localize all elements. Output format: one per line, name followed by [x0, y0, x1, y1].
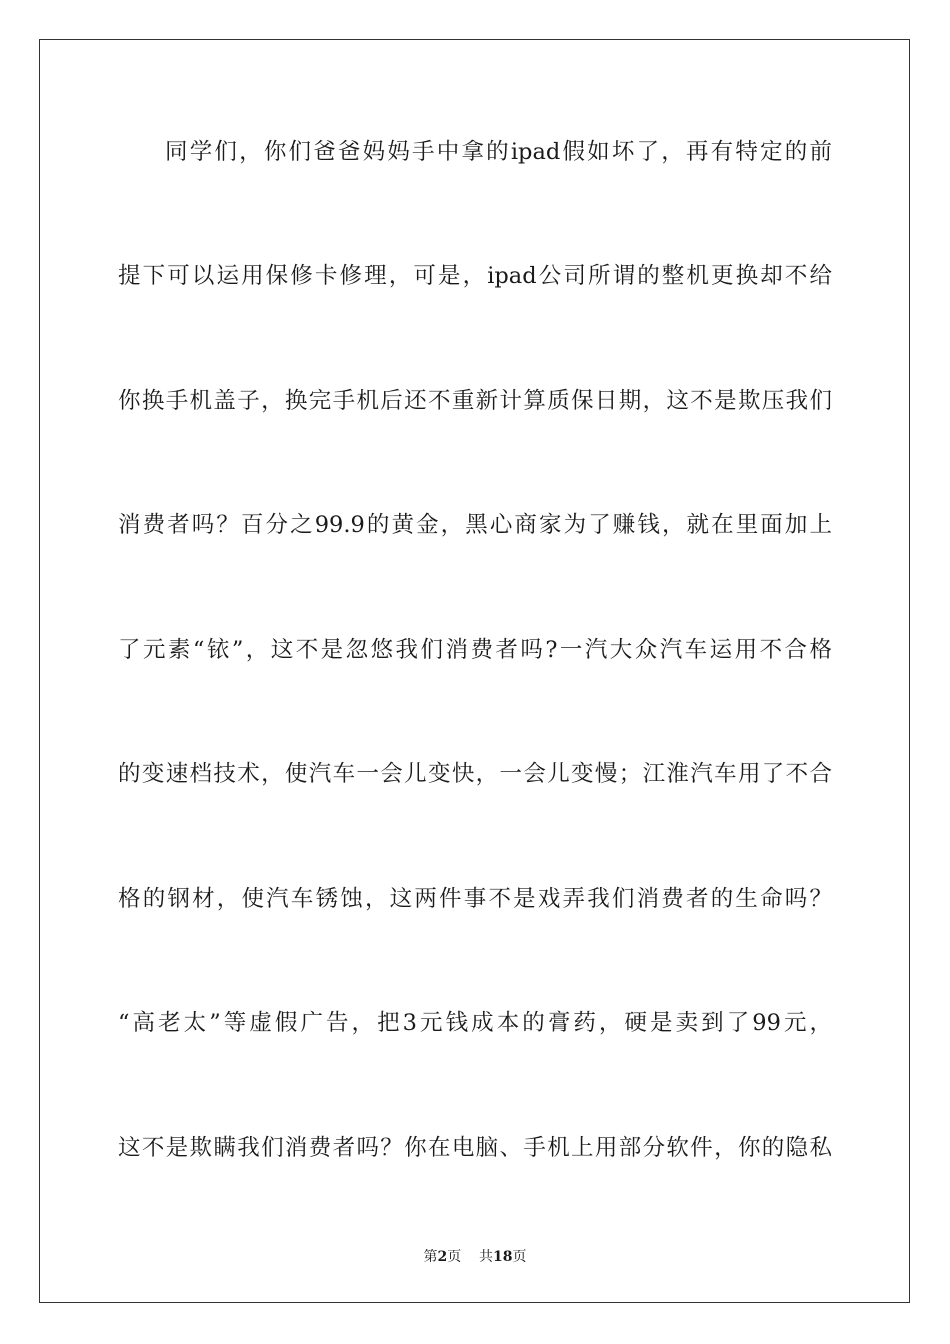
page-border	[39, 39, 910, 1303]
footer-page-suffix: 页	[447, 1249, 462, 1265]
footer-total-number: 18	[493, 1249, 513, 1265]
footer-page-number: 2	[437, 1249, 448, 1265]
body-line-9: 这不是欺瞒我们消费者吗？你在电脑、手机上用部分软件，你的隐私	[118, 1135, 832, 1161]
page-footer	[0, 1248, 950, 1266]
footer-page-prefix: 第	[423, 1249, 438, 1265]
body-line-2: 提下可以运用保修卡修理，可是，ipad公司所谓的整机更换却不给	[118, 263, 832, 289]
body-line-5: 了元素“铱”，这不是忽悠我们消费者吗?一汽大众汽车运用不合格	[118, 637, 832, 663]
body-line-1: 同学们，你们爸爸妈妈手中拿的ipad假如坏了，再有特定的前	[165, 139, 832, 165]
body-line-6: 的变速档技术，使汽车一会儿变快，一会儿变慢；江淮汽车用了不合	[118, 761, 832, 787]
body-line-3: 你换手机盖子，换完手机后还不重新计算质保日期，这不是欺压我们	[118, 388, 832, 414]
footer-total-prefix: 共	[479, 1249, 494, 1265]
body-line-8: “高老太”等虚假广告，把3元钱成本的膏药，硬是卖到了99元，	[118, 1010, 832, 1036]
body-line-4: 消费者吗？百分之99.9的黄金，黑心商家为了赚钱，就在里面加上	[118, 512, 832, 538]
body-line-7: 格的钢材，使汽车锈蚀，这两件事不是戏弄我们消费者的生命吗？	[118, 886, 832, 912]
footer-total-suffix: 页	[512, 1249, 527, 1265]
